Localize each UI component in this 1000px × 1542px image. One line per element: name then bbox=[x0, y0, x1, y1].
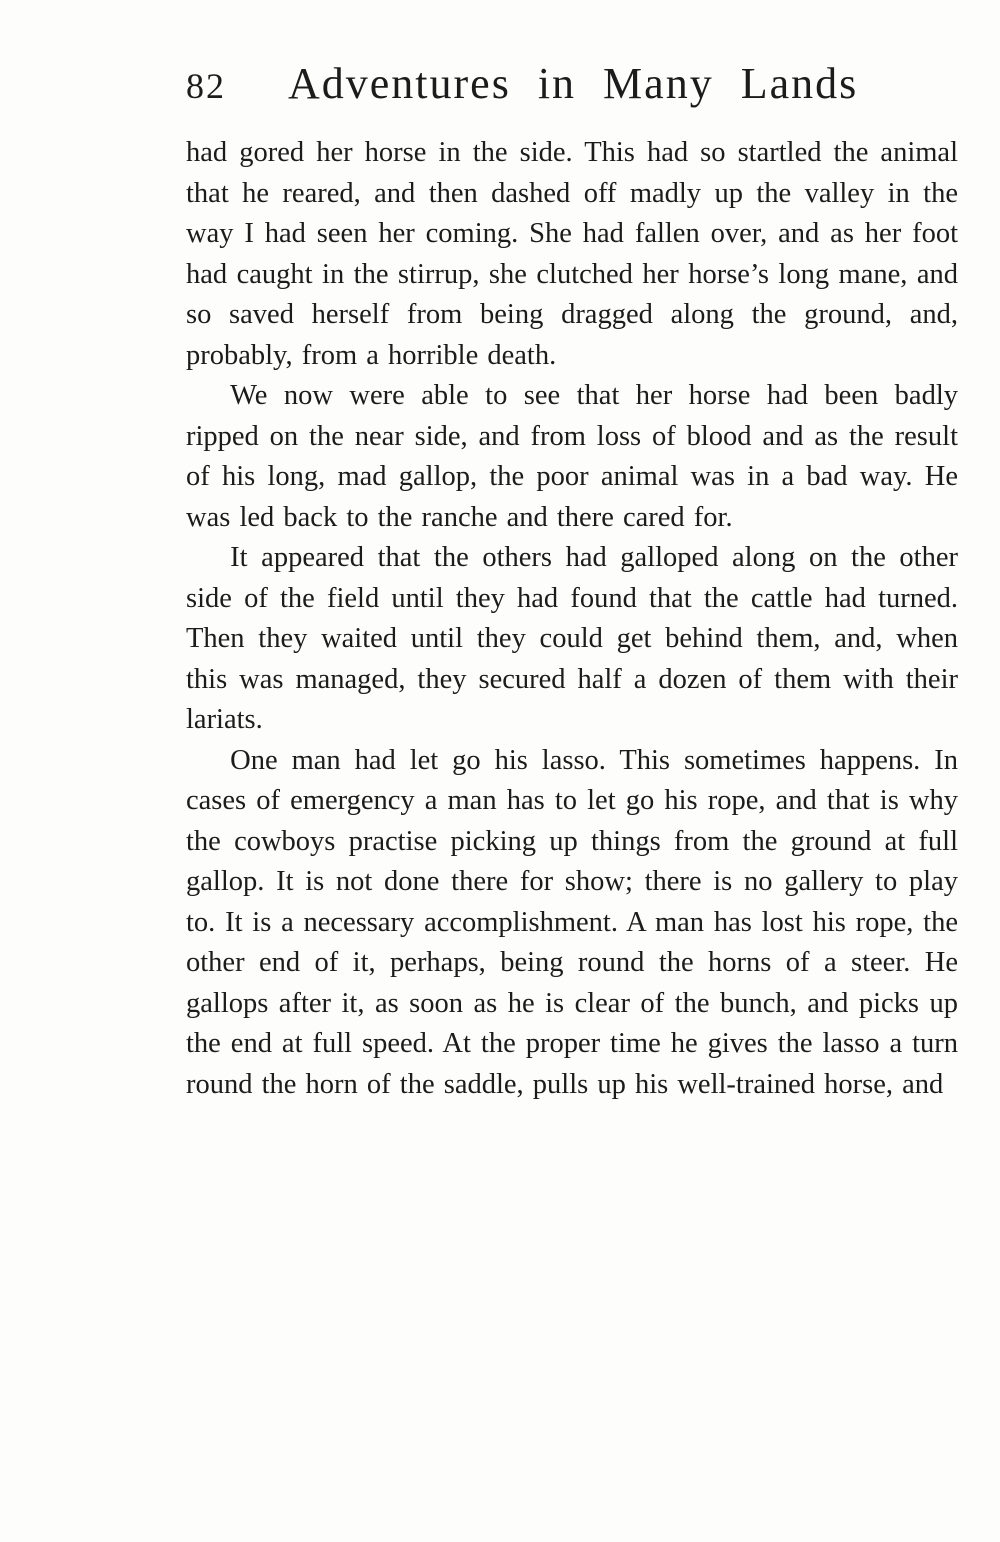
running-title: Adventures in Many Lands bbox=[288, 59, 859, 108]
page-header bbox=[186, 58, 958, 109]
page-body bbox=[186, 133, 958, 1105]
paragraph: We now were able to see that her horse had been badly ripped on the near side, and from loss of blood and as the result of his long, mad gallop, the poor animal was in a bad way. He was led back to the ranche and there cared for. bbox=[186, 380, 958, 533]
paragraph-continuation: had gored her horse in the side. This had so startled the animal that he reared, and then dashed off madly up the valley in the way I had seen her coming. She had fallen over, and as her foot had caught in the stirrup, she clutched her horse’s long mane, and so saved herself from being dragged along the ground, and, probably, from a horrible death. bbox=[186, 137, 958, 371]
paragraph: It appeared that the others had galloped along on the other side of the field until they had found that the cattle had turned. Then they waited until they could get behind them, and, when this was managed, they secured half a dozen of them with their lariats. bbox=[186, 542, 958, 735]
page-number: 82 bbox=[186, 66, 226, 106]
paragraph: One man had let go his lasso. This sometimes happens. In cases of emergency a man has to let go his rope, and that is why the cowboys practise picking up things from the ground at full gallop. It is not done there for show; there is no gallery to play to. It is a necessary accomplishment. A man has lost his rope, the other end of it, perhaps, being round the horns of a steer. He gallops after it, as soon as he is clear of the bunch, and picks up the end at full speed. At the proper time he gives the lasso a turn round the horn of the saddle, pulls up his well-trained horse, and bbox=[186, 744, 958, 1100]
